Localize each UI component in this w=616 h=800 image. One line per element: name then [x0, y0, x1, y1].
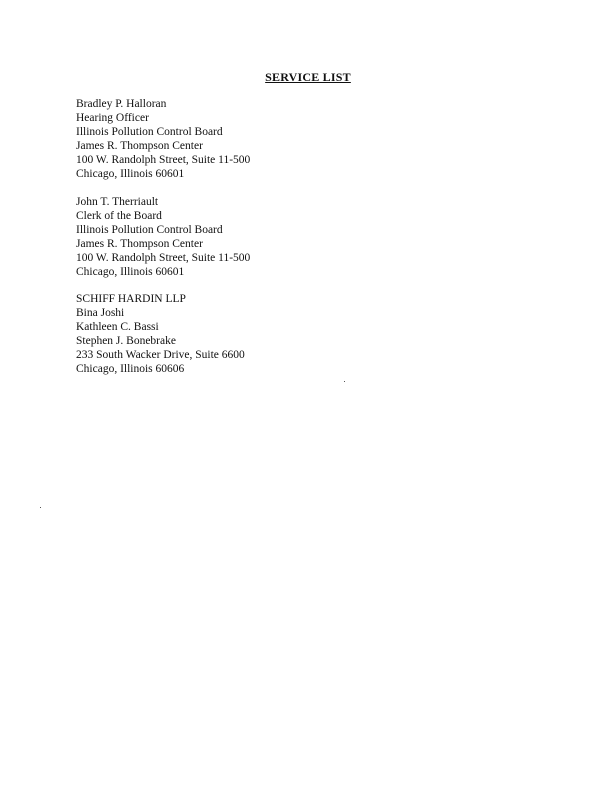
entry-city-state-zip: Chicago, Illinois 60601	[76, 168, 185, 180]
entry-building: James R. Thompson Center	[76, 238, 203, 250]
scan-speck	[40, 507, 41, 508]
service-entry-hearing-officer	[76, 97, 376, 181]
entry-role: Clerk of the Board	[76, 210, 162, 222]
entry-organization: Illinois Pollution Control Board	[76, 224, 223, 236]
scan-speck	[344, 381, 345, 382]
entry-street-address: 100 W. Randolph Street, Suite 11-500	[76, 154, 251, 166]
entry-street-address: 233 South Wacker Drive, Suite 6600	[76, 349, 245, 361]
entry-city-state-zip: Chicago, Illinois 60606	[76, 363, 185, 375]
entry-organization: Illinois Pollution Control Board	[76, 126, 223, 138]
page-title: SERVICE LIST	[265, 70, 351, 84]
entry-firm-name: SCHIFF HARDIN LLP	[76, 293, 186, 305]
entry-city-state-zip: Chicago, Illinois 60601	[76, 266, 185, 278]
service-entry-law-firm	[76, 292, 376, 376]
entry-building: James R. Thompson Center	[76, 140, 203, 152]
entry-street-address: 100 W. Randolph Street, Suite 11-500	[76, 252, 251, 264]
entry-attorney-name: Stephen J. Bonebrake	[76, 335, 176, 347]
entry-attorney-name: Bina Joshi	[76, 307, 125, 319]
entry-role: Hearing Officer	[76, 112, 149, 124]
service-entry-clerk	[76, 195, 376, 279]
entry-name: John T. Therriault	[76, 196, 159, 208]
entry-name: Bradley P. Halloran	[76, 98, 167, 110]
entry-attorney-name: Kathleen C. Bassi	[76, 321, 159, 333]
